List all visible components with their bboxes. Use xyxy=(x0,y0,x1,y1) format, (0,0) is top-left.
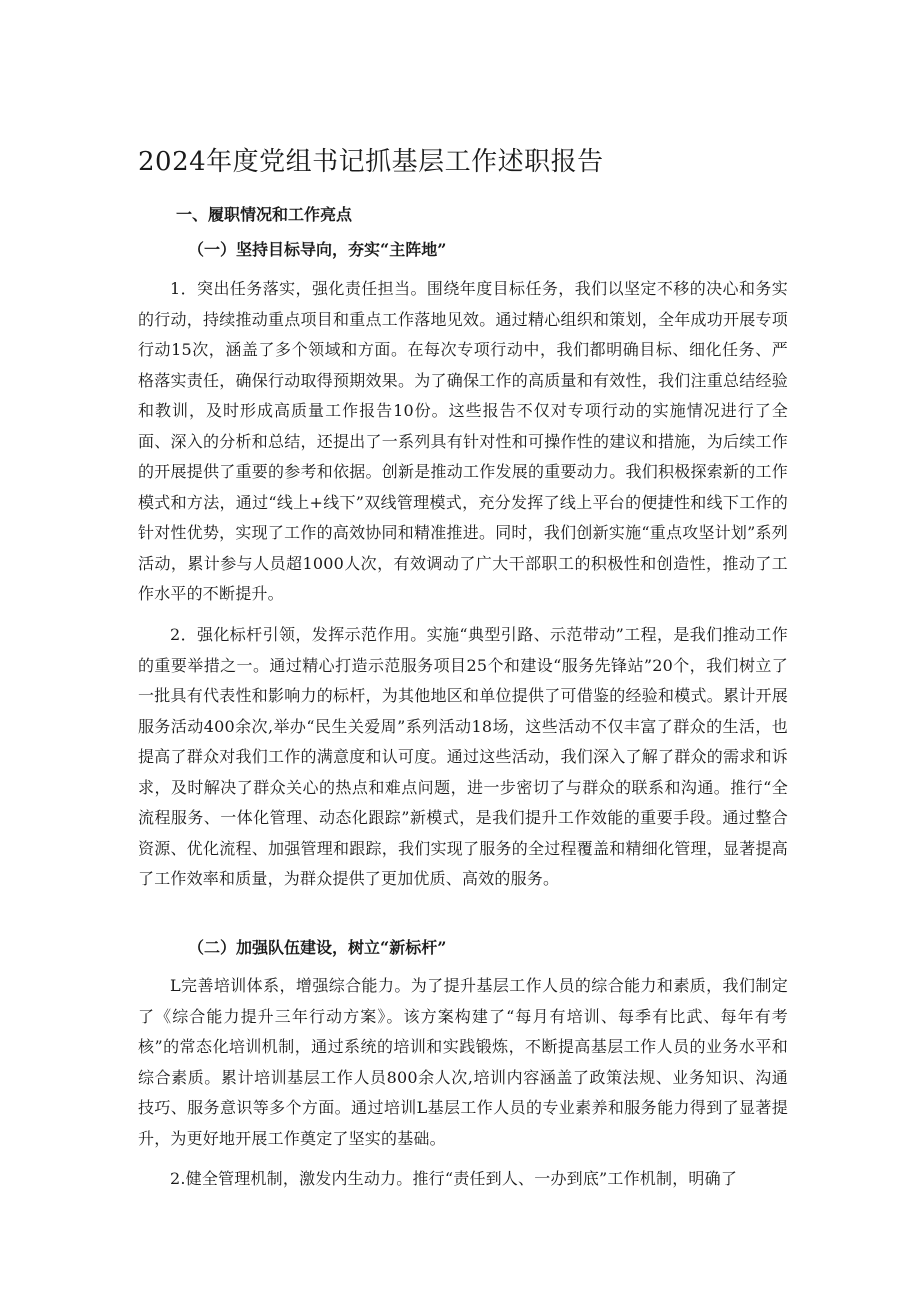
paragraph-4: 2.健全管理机制，激发内生动力。推行“责任到人、一办到底”工作机制，明确了 xyxy=(170,1169,738,1188)
paragraph-1: 1．突出任务落实，强化责任担当。围绕年度目标任务，我们以坚定不移的决心和务实的行动，持续推动重点项目和重点工作落地见效。通过精心组织和策划，全年成功开展专项行动15次，涵盖了多个领域和方面。在每次专项行动中，我们都明确目标、细化任务、严格落实责任，确保行动取得预期效果。为了确保工作的高质量和有效性，我们注重总结经验和教训，及时形成高质量工作报告10份。这些报告不仅对专项行动的实施情况进行了全面、深入的分析和总结，还提出了一系列具有针对性和可操作性的建议和措施，为后续工作的开展提供了重要的参考和依据。创新是推动工作发展的重要动力。我们积极探索新的工作模式和方法，通过“线上+线下”双线管理模式，充分发挥了线上平台的便捷性和线下工作的针对性优势，实现了工作的高效协同和精准推进。同时，我们创新实施“重点攻坚计划”系列活动，累计参与人员超1000人次，有效调动了广大干部职工的积极性和创造性，推动了工作水平的不断提升。 xyxy=(138,279,788,603)
subsection-heading-1: （一）坚持目标导向，夯实“主阵地” xyxy=(188,240,447,259)
paragraph-2: 2．强化标杆引领，发挥示范作用。实施“典型引路、示范带动”工程，是我们推动工作的重要举措之一。通过精心打造示范服务项目25个和建设“服务先锋站”20个，我们树立了一批具有代表性和影响力的标杆，为其他地区和单位提供了可借鉴的经验和模式。累计开展服务活动400余次,举办“民生关爱周”系列活动18场，这些活动不仅丰富了群众的生活，也提高了群众对我们工作的满意度和认可度。通过这些活动，我们深入了解了群众的需求和诉求，及时解决了群众关心的热点和难点问题，进一步密切了与群众的联系和沟通。推行“全流程服务、一体化管理、动态化跟踪”新模式，是我们提升工作效能的重要手段。通过整合资源、优化流程、加强管理和跟踪，我们实现了服务的全过程覆盖和精细化管理，显著提高了工作效率和质量，为群众提供了更加优质、高效的服务。 xyxy=(138,625,788,888)
page-title: 2024年度党组书记抓基层工作述职报告 xyxy=(138,147,604,177)
paragraph-3: L完善培训体系，增强综合能力。为了提升基层工作人员的综合能力和素质，我们制定了《综合能力提升三年行动方案》。该方案构建了“每月有培训、每季有比武、每年有考核”的常态化培训机制，通过系统的培训和实践锻炼，不断提高基层工作人员的业务水平和综合素质。累计培训基层工作人员800余人次,培训内容涵盖了政策法规、业务知识、沟通技巧、服务意识等多个方面。通过培训L基层工作人员的专业素养和服务能力得到了显著提升，为更好地开展工作奠定了坚实的基础。 xyxy=(138,976,788,1148)
subsection-heading-2: （二）加强队伍建设，树立“新标杆” xyxy=(188,938,447,957)
section-heading: 一、履职情况和工作亮点 xyxy=(176,205,353,224)
